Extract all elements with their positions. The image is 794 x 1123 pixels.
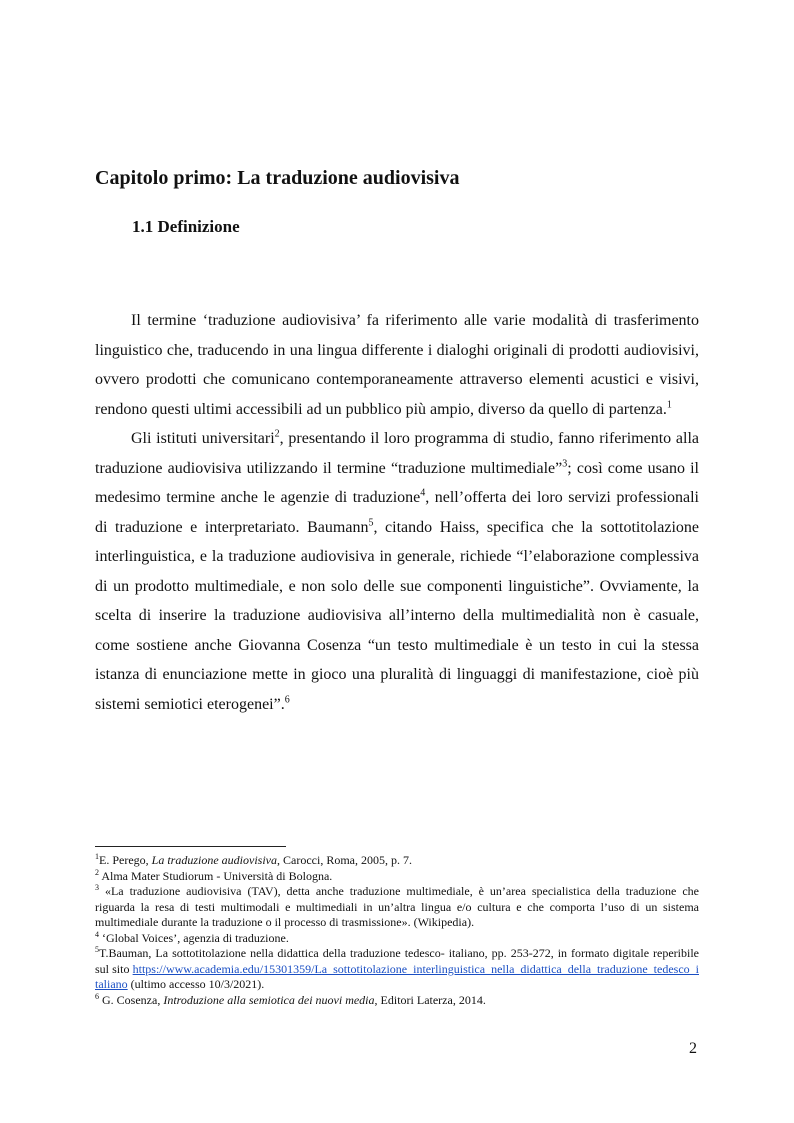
footnote-text: G. Cosenza, (99, 992, 164, 1007)
paragraph-text: , nell’offerta dei loro servizi professionali di traduzione e interpretariato. Baumann (95, 489, 700, 536)
footnotes (95, 853, 699, 1008)
footnote-text: «La traduzione audiovisiva (TAV), detta anche traduzione multimediale, è un’area specialistica della traduzione che riguarda la resa di testi multimodali e multimediali in un’altra lingua e/o cultura e che comporta l’uso di un sistema multimediale durante la traduzione o il processo di trasmissione». (Wikipedia). (95, 884, 699, 929)
footnote-number: 1 (95, 852, 99, 861)
page-number: 2 (689, 1040, 697, 1057)
footnote-ref: 1 (666, 399, 672, 411)
footnote-ref: 5 (368, 517, 374, 529)
footnote-text: , Carocci, Roma, 2005, p. 7. (277, 853, 412, 867)
footnote-separator (95, 846, 286, 847)
paragraph-text: ; così come usano il medesimo termine anche le agenzie di traduzione (95, 459, 700, 506)
footnote-5 (95, 946, 699, 993)
paragraph-text: Gli istituti universitari (131, 430, 275, 447)
footnote-text: , Editori Laterza, 2014. (374, 992, 486, 1007)
paragraph-text: , citando Haiss, specifica che la sottotitolazione interlinguistica, e la traduzione audiovisiva in generale, richiede “l’elaborazione complessiva di un prodotto multimediale, e non solo delle sue componenti linguistiche”. Ovviamente, la scelta di inserire la traduzione audiovisiva all’interno della multimedialità non è casuale, come sostiene anche Giovanna Cosenza “un testo multimediale è un testo in cui la stessa istanza di enunciazione mette in gioco una pluralità di linguaggi di manifestazione, cioè più sistemi semiotici eterogenei”. (95, 518, 699, 713)
footnote-text: E. Perego, (99, 853, 152, 867)
footnote-ref: 4 (420, 487, 426, 499)
footnote-number: 6 (95, 991, 99, 1001)
footnote-text: ‘Global Voices’, agenzia di traduzione. (99, 930, 289, 945)
footnote-number: 5 (95, 945, 99, 954)
body-text (95, 306, 699, 719)
footnote-ref: 2 (274, 428, 280, 440)
footnote-6 (95, 993, 699, 1009)
footnote-2 (95, 869, 699, 885)
chapter-title: Capitolo primo: La traduzione audiovisiva (95, 167, 460, 189)
footnote-ref: 3 (562, 458, 568, 470)
footnote-text: (ultimo accesso 10/3/2021). (127, 977, 265, 991)
footnote-number: 2 (95, 867, 99, 877)
footnote-number: 4 (95, 929, 99, 939)
paragraph-text: Il termine ‘traduzione audiovisiva’ fa riferimento alle varie modalità di trasferimento linguistico che, traducendo in una lingua differente i dialoghi originali di prodotti audiovisivi, ovvero prodotti che comunicano contemporaneamente attraverso elementi acustici e visivi, rendono questi ultimi accessibili ad un pubblico più ampio, diverso da quello di partenza. (95, 312, 699, 418)
footnote-number: 3 (95, 883, 99, 892)
paragraph-2 (95, 424, 699, 719)
section-title: 1.1 Definizione (132, 217, 240, 236)
footnote-title: La traduzione audiovisiva (151, 853, 277, 867)
footnote-3 (95, 884, 699, 931)
paragraph-text: , presentando il loro programma di studio, fanno riferimento alla traduzione audiovisiva utilizzando il termine “traduzione multimediale” (95, 430, 699, 477)
footnote-ref: 6 (284, 694, 290, 706)
paragraph-1 (95, 306, 699, 424)
footnote-text: T.Bauman, La sottotitolazione nella didattica della traduzione tedesco- italiano, pp. 253-272, in formato digitale reperibile sul sito (95, 946, 699, 976)
footnote-text: Alma Mater Studiorum - Università di Bologna. (99, 868, 333, 883)
footnote-1 (95, 853, 699, 869)
footnote-title: Introduzione alla semiotica dei nuovi media (163, 992, 375, 1007)
footnote-4 (95, 931, 699, 947)
footnote-link[interactable]: https://www.academia.edu/15301359/La_sottotitolazione_interlinguistica_nella_didattica_della_traduzione_tedesco_italiano (95, 961, 699, 991)
